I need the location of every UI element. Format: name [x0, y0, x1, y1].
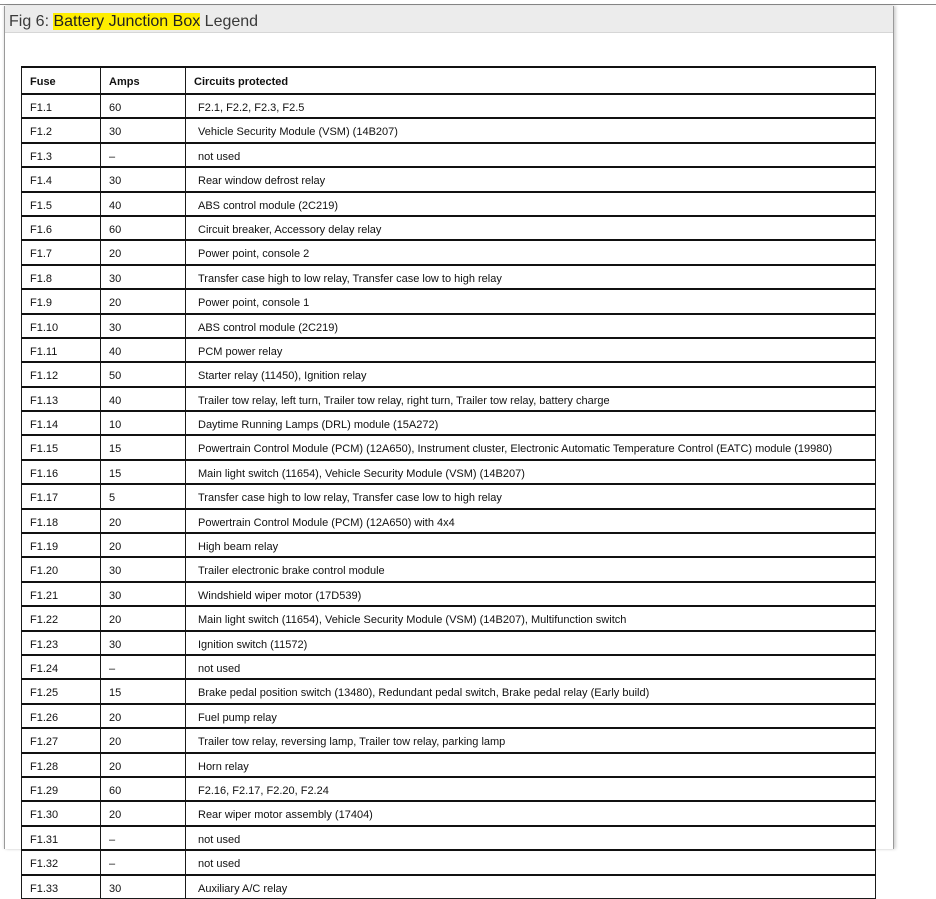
table-row	[22, 314, 876, 338]
table-row	[22, 801, 876, 825]
table-row	[22, 533, 876, 557]
table-row	[22, 875, 876, 899]
fuse-cell: F1.31	[22, 826, 101, 850]
amps-cell: 40	[101, 192, 186, 216]
table-row	[22, 460, 876, 484]
figure-panel	[4, 6, 894, 895]
fuse-cell: F1.11	[22, 338, 101, 362]
circuits-cell: F2.16, F2.17, F2.20, F2.24	[186, 777, 876, 801]
table-row	[22, 411, 876, 435]
circuits-cell: Rear window defrost relay	[186, 167, 876, 191]
amps-cell: 10	[101, 411, 186, 435]
fuse-cell: F1.14	[22, 411, 101, 435]
top-divider	[0, 4, 936, 5]
circuits-cell: Circuit breaker, Accessory delay relay	[186, 216, 876, 240]
table-row	[22, 484, 876, 508]
amps-cell: 50	[101, 362, 186, 386]
table-row	[22, 216, 876, 240]
circuits-cell: Vehicle Security Module (VSM) (14B207)	[186, 118, 876, 142]
circuits-cell: Powertrain Control Module (PCM) (12A650) with 4x4	[186, 509, 876, 533]
circuits-cell: Trailer electronic brake control module	[186, 557, 876, 581]
fuse-cell: F1.32	[22, 850, 101, 874]
circuits-cell: Main light switch (11654), Vehicle Security Module (VSM) (14B207), Multifunction switch	[186, 606, 876, 630]
caption-suffix: Legend	[200, 13, 259, 30]
fuse-cell: F1.1	[22, 94, 101, 118]
circuits-cell: PCM power relay	[186, 338, 876, 362]
table-row	[22, 240, 876, 264]
amps-cell: 20	[101, 509, 186, 533]
table-row	[22, 655, 876, 679]
circuits-cell: Power point, console 1	[186, 289, 876, 313]
fuse-cell: F1.26	[22, 704, 101, 728]
circuits-cell: not used	[186, 143, 876, 167]
table-row	[22, 679, 876, 703]
table-row	[22, 728, 876, 752]
amps-cell: 40	[101, 338, 186, 362]
header-circuits: Circuits protected	[186, 67, 876, 94]
fuse-legend-table	[21, 66, 876, 899]
table-row	[22, 850, 876, 874]
amps-cell: 20	[101, 240, 186, 264]
fuse-cell: F1.4	[22, 167, 101, 191]
fuse-cell: F1.20	[22, 557, 101, 581]
table-row	[22, 143, 876, 167]
circuits-cell: Power point, console 2	[186, 240, 876, 264]
fuse-cell: F1.8	[22, 265, 101, 289]
amps-cell: 20	[101, 289, 186, 313]
amps-cell: –	[101, 143, 186, 167]
table-row	[22, 509, 876, 533]
fuse-cell: F1.17	[22, 484, 101, 508]
circuits-cell: Powertrain Control Module (PCM) (12A650), Instrument cluster, Electronic Automatic Temperature Control (EATC) module (19980)	[186, 435, 876, 459]
amps-cell: –	[101, 655, 186, 679]
table-row	[22, 582, 876, 606]
circuits-cell: Horn relay	[186, 753, 876, 777]
fuse-cell: F1.29	[22, 777, 101, 801]
amps-cell: 20	[101, 533, 186, 557]
caption-highlight: Battery Junction Box	[53, 13, 201, 30]
circuits-cell: ABS control module (2C219)	[186, 314, 876, 338]
circuits-cell: Auxiliary A/C relay	[186, 875, 876, 899]
fuse-rows	[22, 94, 876, 898]
table-row	[22, 362, 876, 386]
table-row	[22, 265, 876, 289]
amps-cell: 15	[101, 435, 186, 459]
fuse-cell: F1.10	[22, 314, 101, 338]
fuse-cell: F1.21	[22, 582, 101, 606]
table-row	[22, 606, 876, 630]
fuse-cell: F1.23	[22, 631, 101, 655]
circuits-cell: not used	[186, 826, 876, 850]
fuse-cell: F1.6	[22, 216, 101, 240]
circuits-cell: ABS control module (2C219)	[186, 192, 876, 216]
fuse-cell: F1.33	[22, 875, 101, 899]
table-row	[22, 704, 876, 728]
circuits-cell: not used	[186, 850, 876, 874]
circuits-cell: Fuel pump relay	[186, 704, 876, 728]
table-row	[22, 192, 876, 216]
amps-cell: 20	[101, 801, 186, 825]
table-row	[22, 557, 876, 581]
amps-cell: 20	[101, 728, 186, 752]
table-row	[22, 631, 876, 655]
amps-cell: 20	[101, 753, 186, 777]
amps-cell: 5	[101, 484, 186, 508]
fuse-cell: F1.18	[22, 509, 101, 533]
circuits-cell: Transfer case high to low relay, Transfer case low to high relay	[186, 265, 876, 289]
fuse-cell: F1.30	[22, 801, 101, 825]
fuse-cell: F1.16	[22, 460, 101, 484]
table-row	[22, 338, 876, 362]
fuse-cell: F1.3	[22, 143, 101, 167]
circuits-cell: Daytime Running Lamps (DRL) module (15A272)	[186, 411, 876, 435]
fuse-cell: F1.28	[22, 753, 101, 777]
table-row	[22, 167, 876, 191]
amps-cell: –	[101, 850, 186, 874]
fuse-cell: F1.25	[22, 679, 101, 703]
amps-cell: 20	[101, 704, 186, 728]
circuits-cell: Transfer case high to low relay, Transfer case low to high relay	[186, 484, 876, 508]
circuits-cell: Ignition switch (11572)	[186, 631, 876, 655]
amps-cell: 60	[101, 777, 186, 801]
amps-cell: 30	[101, 265, 186, 289]
amps-cell: 30	[101, 167, 186, 191]
table-row	[22, 94, 876, 118]
circuits-cell: Windshield wiper motor (17D539)	[186, 582, 876, 606]
fuse-cell: F1.9	[22, 289, 101, 313]
fuse-cell: F1.27	[22, 728, 101, 752]
table-row	[22, 826, 876, 850]
circuits-cell: Brake pedal position switch (13480), Redundant pedal switch, Brake pedal relay (Early build)	[186, 679, 876, 703]
fuse-cell: F1.12	[22, 362, 101, 386]
table-row	[22, 435, 876, 459]
caption-prefix: Fig 6:	[9, 13, 54, 30]
amps-cell: 30	[101, 875, 186, 899]
circuits-cell: Starter relay (11450), Ignition relay	[186, 362, 876, 386]
amps-cell: 60	[101, 94, 186, 118]
amps-cell: 30	[101, 118, 186, 142]
amps-cell: 60	[101, 216, 186, 240]
fuse-cell: F1.5	[22, 192, 101, 216]
amps-cell: 15	[101, 460, 186, 484]
header-fuse: Fuse	[22, 67, 101, 94]
fuse-cell: F1.7	[22, 240, 101, 264]
amps-cell: 30	[101, 582, 186, 606]
table-row	[22, 387, 876, 411]
circuits-cell: Trailer tow relay, reversing lamp, Trailer tow relay, parking lamp	[186, 728, 876, 752]
table-row	[22, 118, 876, 142]
fuse-cell: F1.19	[22, 533, 101, 557]
amps-cell: 40	[101, 387, 186, 411]
table-header-row	[22, 67, 876, 94]
circuits-cell: High beam relay	[186, 533, 876, 557]
fuse-cell: F1.13	[22, 387, 101, 411]
fuse-cell: F1.2	[22, 118, 101, 142]
amps-cell: 30	[101, 314, 186, 338]
amps-cell: 30	[101, 631, 186, 655]
table-row	[22, 289, 876, 313]
circuits-cell: Main light switch (11654), Vehicle Security Module (VSM) (14B207)	[186, 460, 876, 484]
amps-cell: –	[101, 826, 186, 850]
fuse-cell: F1.22	[22, 606, 101, 630]
figure-caption	[5, 6, 893, 33]
fuse-cell: F1.24	[22, 655, 101, 679]
header-amps: Amps	[101, 67, 186, 94]
circuits-cell: F2.1, F2.2, F2.3, F2.5	[186, 94, 876, 118]
circuits-cell: Rear wiper motor assembly (17404)	[186, 801, 876, 825]
table-row	[22, 777, 876, 801]
amps-cell: 15	[101, 679, 186, 703]
amps-cell: 30	[101, 557, 186, 581]
fuse-cell: F1.15	[22, 435, 101, 459]
circuits-cell: not used	[186, 655, 876, 679]
circuits-cell: Trailer tow relay, left turn, Trailer tow relay, right turn, Trailer tow relay, battery charge	[186, 387, 876, 411]
table-row	[22, 753, 876, 777]
amps-cell: 20	[101, 606, 186, 630]
